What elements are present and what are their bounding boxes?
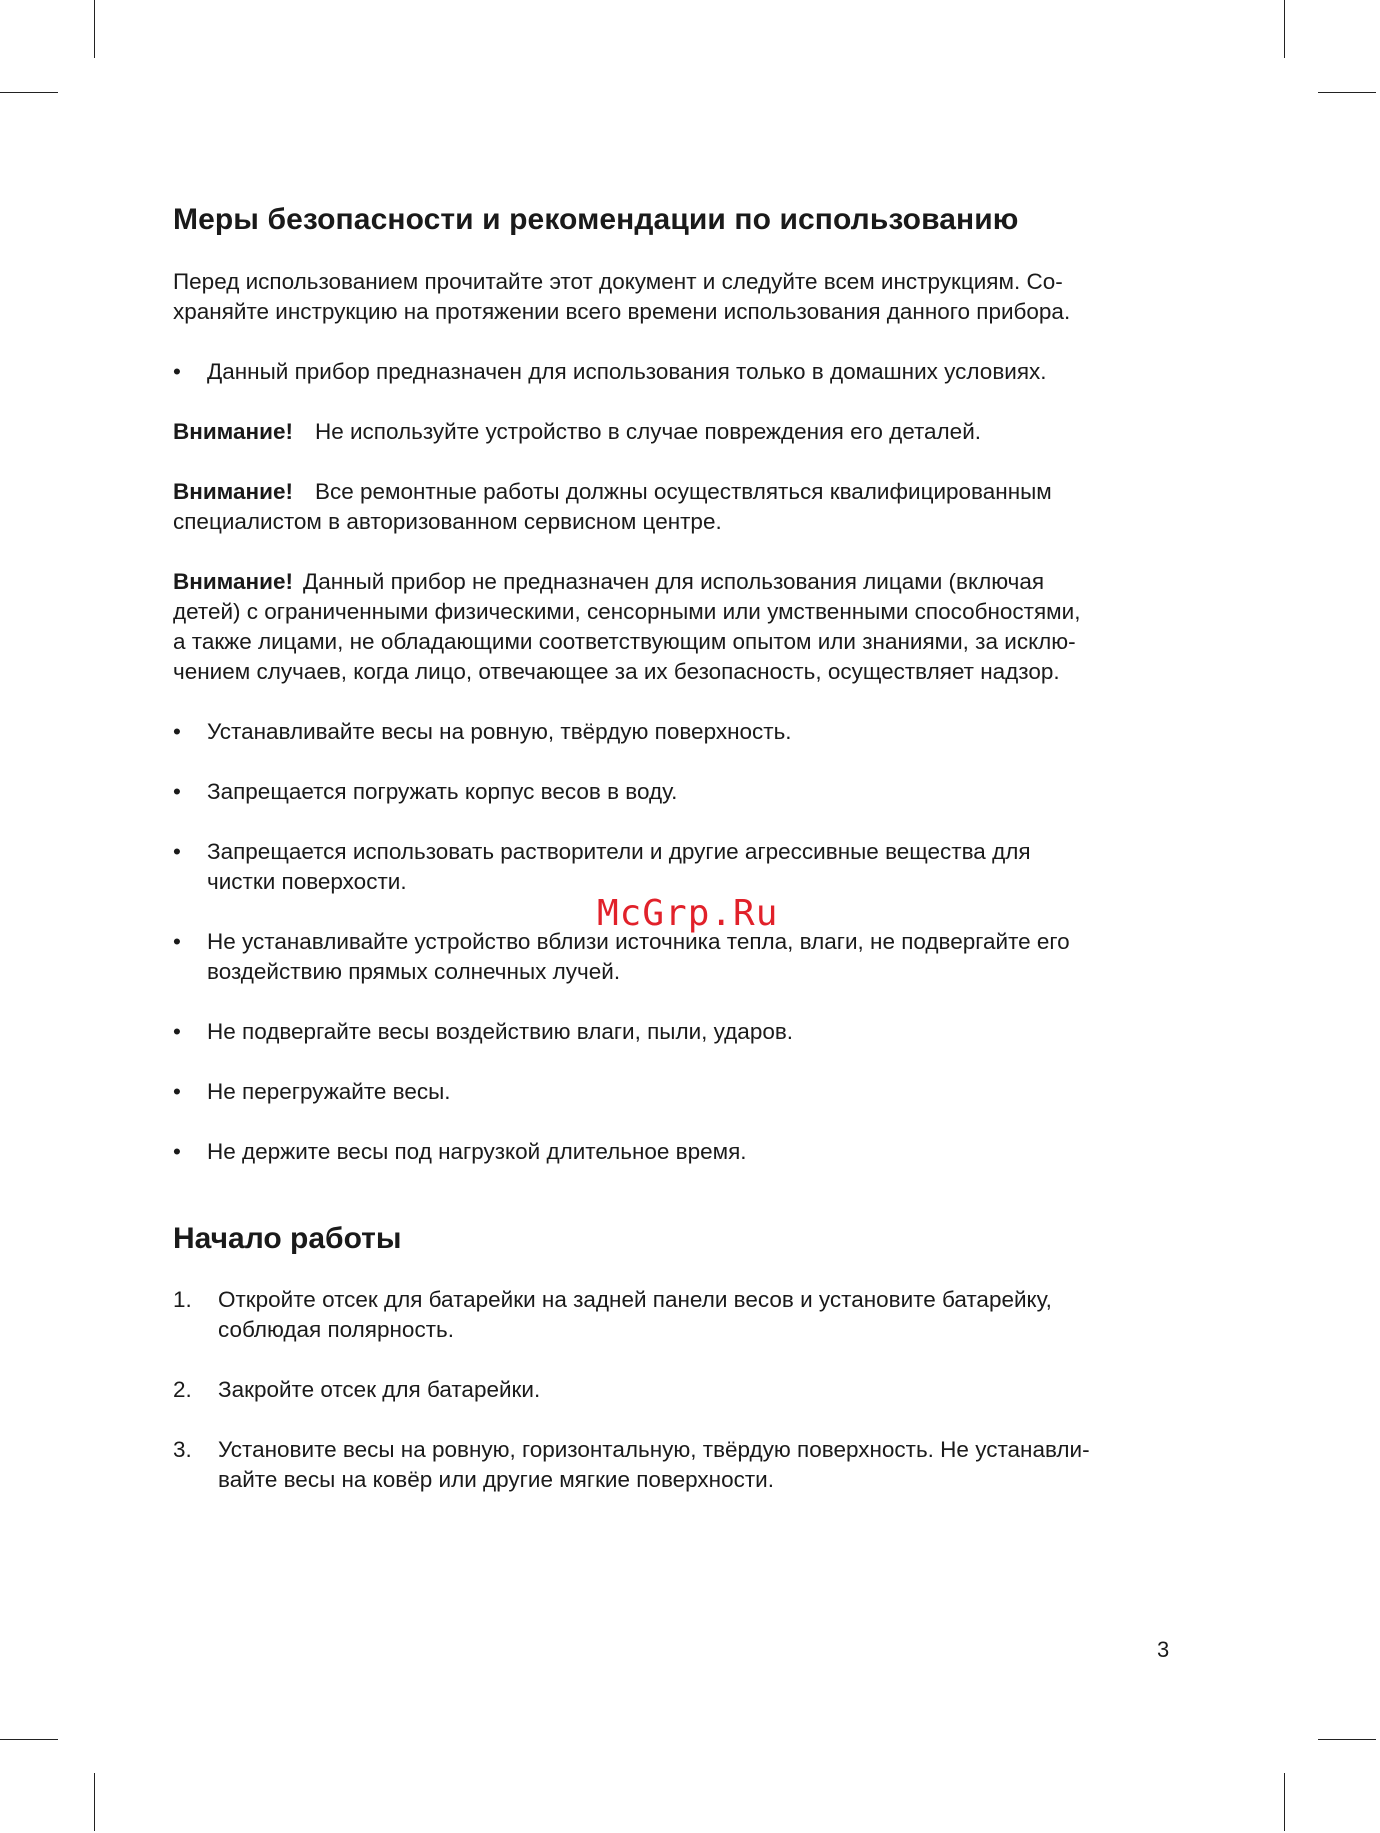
warning-text: Не используйте устройство в случае повреждения его деталей. (314, 419, 982, 444)
bullet-text-line-2: чистки поверхости. (207, 869, 407, 894)
warning-1 (173, 417, 1173, 447)
bullet-mark: • (173, 719, 181, 744)
bullet-text-line-1: Запрещается использовать растворители и другие агрессивные вещества для (207, 839, 1031, 864)
warning-text-line-2: специалистом в авторизованном сервисном центре. (173, 509, 722, 534)
bullet-text-line-2: воздействию прямых солнечных лучей. (207, 959, 621, 984)
intro-line-1: Перед использованием прочитайте этот документ и следуйте всем инструкциям. Со- (173, 269, 1063, 294)
bullet-text: Не подвергайте весы воздействию влаги, пыли, ударов. (207, 1019, 794, 1044)
step-text-line-2: вайте весы на ковёр или другие мягкие поверхности. (218, 1467, 774, 1492)
warning-text-line-2: детей) с ограниченными физическими, сенсорными или умственными способностями, (173, 599, 1081, 624)
warning-text-line-3: а также лицами, не обладающими соответствующим опытом или знаниями, за исклю- (173, 629, 1076, 654)
step-text: Закройте отсек для батарейки. (218, 1377, 541, 1402)
bullet-mark: • (173, 839, 181, 864)
intro-paragraph (173, 267, 1173, 327)
safety-title: Меры безопасности и рекомендации по использованию (173, 203, 1019, 236)
crop-mark-bottom-left-horizontal (0, 1739, 58, 1740)
warning-text-line-4: чением случаев, когда лицо, отвечающее за их безопасность, осуществляет надзор. (173, 659, 1060, 684)
bullet-text-line-1: Не устанавливайте устройство вблизи источника тепла, влаги, не подвергайте его (207, 929, 1070, 954)
warning-label: Внимание! (173, 419, 293, 444)
bullet-text (207, 837, 1173, 897)
bullet-text (207, 927, 1173, 987)
bullet-mark: • (173, 1139, 181, 1164)
crop-mark-top-right-horizontal (1318, 92, 1376, 93)
list-item (173, 1077, 1173, 1107)
intro-line-2: храняйте инструкцию на протяжении всего времени использования данного прибора. (173, 299, 1071, 324)
step-number: 2. (173, 1377, 192, 1402)
list-item (173, 1137, 1173, 1167)
list-item (173, 837, 1173, 897)
page-number: 3 (1157, 1637, 1170, 1662)
crop-mark-bottom-right-vertical (1284, 1773, 1285, 1831)
step-text-line-1: Откройте отсек для батарейки на задней панели весов и установите батарейку, (218, 1287, 1052, 1312)
bullet-text: Запрещается погружать корпус весов в воду. (207, 779, 678, 804)
bullet-text: Устанавливайте весы на ровную, твёрдую поверхность. (207, 719, 792, 744)
watermark: McGrp.Ru (597, 893, 779, 934)
step-number: 1. (173, 1287, 192, 1312)
step-text (218, 1435, 1173, 1495)
warning-text-line-1: Данный прибор не предназначен для использования лицами (включая (302, 569, 1045, 594)
crop-mark-top-left-vertical (94, 0, 95, 58)
warning-2 (173, 477, 1173, 537)
warning-3 (173, 567, 1173, 687)
crop-mark-bottom-right-horizontal (1318, 1739, 1376, 1740)
bullet-mark: • (173, 1079, 181, 1104)
crop-mark-top-left-horizontal (0, 92, 58, 93)
step-text-line-2: соблюдая полярность. (218, 1317, 454, 1342)
start-title: Начало работы (173, 1222, 402, 1255)
bullet-home-use (173, 357, 1173, 387)
bullet-text: Не держите весы под нагрузкой длительное время. (207, 1139, 747, 1164)
warning-text-line-1: Все ремонтные работы должны осуществляться квалифицированным (314, 479, 1052, 504)
step-item (173, 1375, 1173, 1405)
bullet-mark: • (173, 929, 181, 954)
step-text (218, 1285, 1173, 1345)
list-item (173, 927, 1173, 987)
bullet-text: Данный прибор предназначен для использования только в домашних условиях. (207, 359, 1047, 384)
bullet-text: Не перегружайте весы. (207, 1079, 451, 1104)
warning-label: Внимание! (173, 569, 293, 594)
page-content (173, 200, 1173, 1495)
list-item (173, 1017, 1173, 1047)
list-item (173, 717, 1173, 747)
bullet-mark: • (173, 1019, 181, 1044)
bullet-mark: • (173, 359, 181, 384)
step-item (173, 1285, 1173, 1345)
crop-mark-bottom-left-vertical (94, 1773, 95, 1831)
step-text-line-1: Установите весы на ровную, горизонтальную, твёрдую поверхность. Не устанавли- (218, 1437, 1090, 1462)
crop-mark-top-right-vertical (1284, 0, 1285, 58)
step-item (173, 1435, 1173, 1495)
warning-label: Внимание! (173, 479, 293, 504)
step-number: 3. (173, 1437, 192, 1462)
bullet-mark: • (173, 779, 181, 804)
list-item (173, 777, 1173, 807)
